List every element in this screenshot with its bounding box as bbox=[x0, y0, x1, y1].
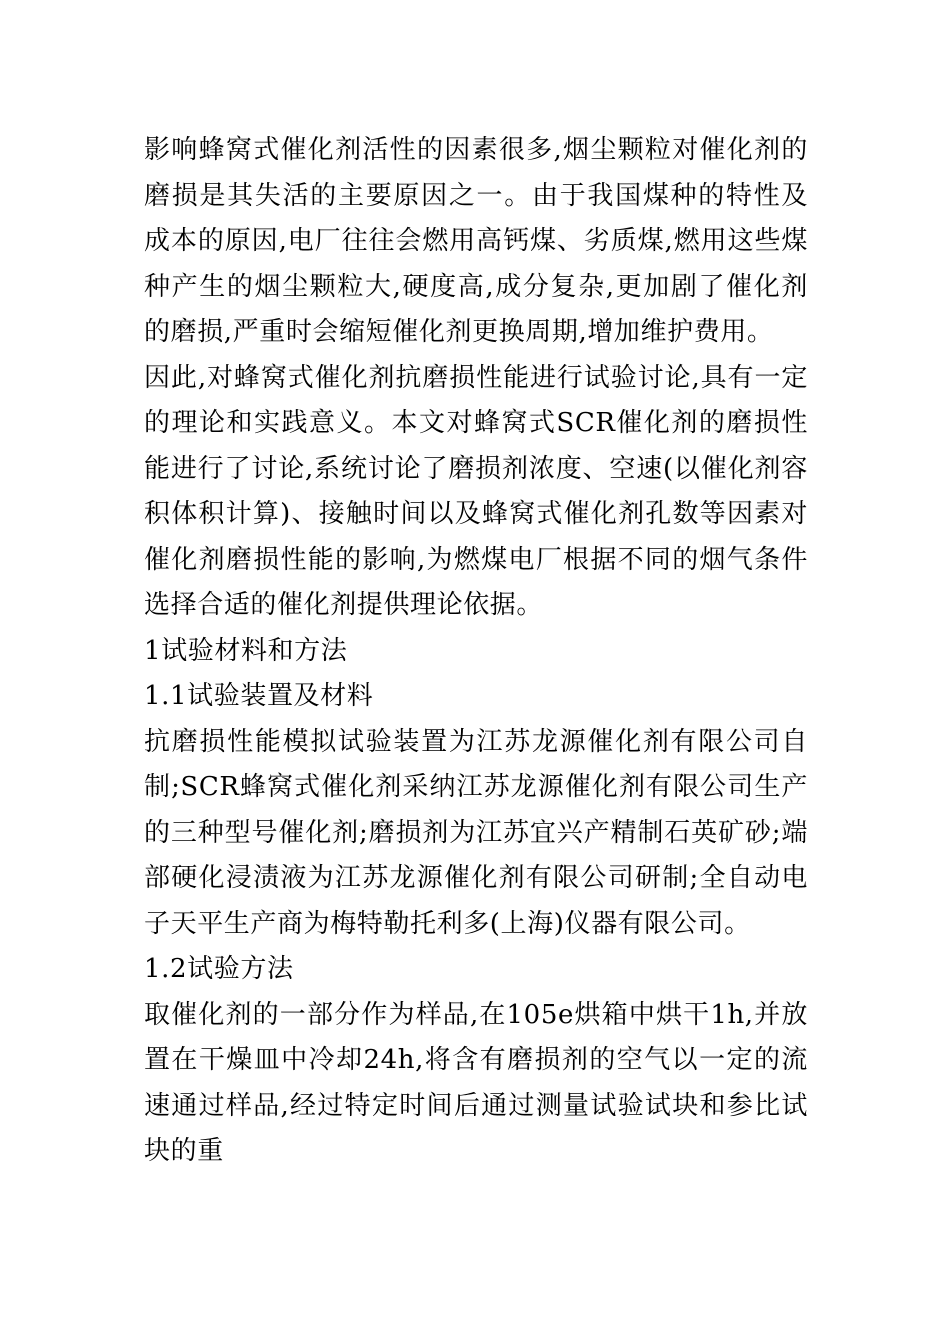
section-1-2-body: 取催化剂的一部分作为样品,在105e烘箱中烘干1h,并放置在干燥皿中冷却24h,将含有磨损剂的空气以一定的流速通过样品,经过特定时间后通过测量试验试块和参比试块的重 bbox=[144, 999, 808, 1166]
document-page bbox=[144, 128, 808, 1175]
section-1-heading: 1试验材料和方法 bbox=[144, 635, 348, 666]
intro-paragraph: 影响蜂窝式催化剂活性的因素很多,烟尘颗粒对催化剂的磨损是其失活的主要原因之一。由于我国煤种的特性及成本的原因,电厂往往会燃用高钙煤、劣质煤,燃用这些煤种产生的烟尘颗粒大,硬度高,成分复杂,更加剧了催化剂的磨损,严重时会缩短催化剂更换周期,增加维护费用。 bbox=[144, 135, 808, 347]
section-1-1-body: 抗磨损性能模拟试验装置为江苏龙源催化剂有限公司自制;SCR蜂窝式催化剂采纳江苏龙源催化剂有限公司生产的三种型号催化剂;磨损剂为江苏宜兴产精制石英矿砂;端部硬化浸渍液为江苏龙源催化剂有限公司研制;全自动电子天平生产商为梅特勒托利多(上海)仪器有限公司。 bbox=[144, 726, 808, 939]
section-1-2-heading: 1.2试验方法 bbox=[144, 954, 294, 984]
section-1-1-heading: 1.1试验装置及材料 bbox=[144, 681, 374, 711]
purpose-paragraph: 因此,对蜂窝式催化剂抗磨损性能进行试验讨论,具有一定的理论和实践意义。本文对蜂窝式SCR催化剂的磨损性能进行了讨论,系统讨论了磨损剂浓度、空速(以催化剂容积体积计算)、接触时间以及蜂窝式催化剂孔数等因素对催化剂磨损性能的影响,为燃煤电厂根据不同的烟气条件选择合适的催化剂提供理论依据。 bbox=[144, 362, 808, 620]
